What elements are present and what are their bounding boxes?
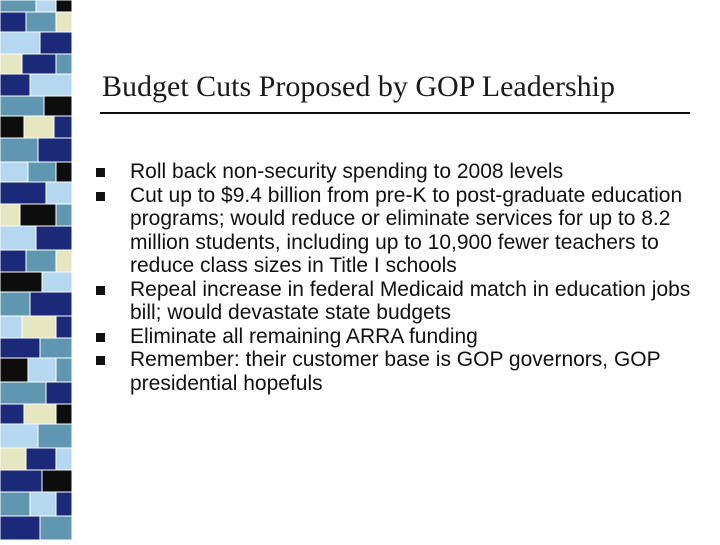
strip-block	[0, 358, 28, 382]
strip-block	[0, 272, 42, 292]
strip-block	[38, 424, 72, 448]
strip-block	[0, 382, 46, 404]
strip-block	[24, 404, 56, 424]
strip-block	[26, 12, 56, 32]
strip-block	[42, 470, 72, 492]
strip-block	[44, 96, 72, 116]
strip-block	[24, 116, 54, 138]
strip-block	[40, 338, 72, 358]
square-bullet-icon	[96, 356, 105, 365]
bullet-item: Cut up to $9.4 billion from pre-K to post-graduate education programs; would reduce or eliminate services for up to 8.2 million students, including up to 10,900 fewer teachers to reduce class sizes in Title I schools	[96, 184, 696, 278]
strip-block	[56, 404, 72, 424]
strip-block	[0, 492, 30, 516]
strip-block	[26, 250, 56, 272]
strip-block	[40, 516, 72, 540]
strip-block	[28, 358, 56, 382]
title-divider	[100, 112, 690, 114]
strip-block	[0, 250, 26, 272]
strip-block	[0, 32, 40, 54]
square-bullet-icon	[96, 168, 105, 177]
strip-block	[56, 0, 72, 12]
strip-block	[28, 162, 56, 182]
strip-block	[0, 0, 36, 12]
strip-block	[0, 470, 42, 492]
square-bullet-icon	[96, 286, 105, 295]
strip-block	[0, 12, 26, 32]
strip-block	[38, 138, 72, 162]
decorative-block-strip	[0, 0, 72, 540]
strip-block	[20, 204, 56, 226]
strip-block	[0, 74, 30, 96]
strip-block	[30, 292, 72, 316]
strip-block	[0, 516, 40, 540]
strip-block	[22, 54, 56, 74]
strip-block	[56, 358, 72, 382]
bullet-list	[96, 160, 696, 395]
strip-block	[56, 162, 72, 182]
strip-block	[56, 492, 72, 516]
strip-block	[0, 116, 24, 138]
square-bullet-icon	[96, 333, 105, 342]
strip-block	[0, 182, 46, 204]
strip-block	[0, 226, 36, 250]
slide-title: Budget Cuts Proposed by GOP Leadership	[102, 70, 616, 103]
strip-block	[0, 292, 30, 316]
strip-block	[0, 138, 38, 162]
bullet-item: Roll back non-security spending to 2008 levels	[96, 160, 696, 184]
square-bullet-icon	[96, 192, 105, 201]
bullet-item: Eliminate all remaining ARRA funding	[96, 325, 696, 349]
block-pattern	[0, 0, 72, 540]
strip-block	[0, 424, 38, 448]
bullet-item: Remember: their customer base is GOP governors, GOP presidential hopefuls	[96, 348, 696, 395]
strip-block	[30, 74, 72, 96]
strip-block	[54, 116, 72, 138]
strip-block	[0, 448, 26, 470]
strip-block	[0, 54, 22, 74]
strip-block	[0, 96, 44, 116]
strip-block	[56, 54, 72, 74]
bullet-item: Repeal increase in federal Medicaid match in education jobs bill; would devastate state budgets	[96, 278, 696, 325]
strip-block	[56, 204, 72, 226]
strip-block	[56, 316, 72, 338]
strip-block	[42, 272, 72, 292]
strip-block	[56, 250, 72, 272]
strip-block	[22, 316, 56, 338]
strip-block	[46, 182, 72, 204]
strip-block	[56, 448, 72, 470]
strip-block	[46, 382, 72, 404]
strip-block	[36, 226, 72, 250]
strip-block	[40, 32, 72, 54]
strip-block	[30, 492, 56, 516]
strip-block	[0, 316, 22, 338]
strip-block	[36, 0, 56, 12]
strip-block	[0, 204, 20, 226]
strip-block	[26, 448, 56, 470]
strip-block	[0, 162, 28, 182]
strip-block	[0, 404, 24, 424]
strip-block	[56, 12, 72, 32]
strip-block	[0, 338, 40, 358]
